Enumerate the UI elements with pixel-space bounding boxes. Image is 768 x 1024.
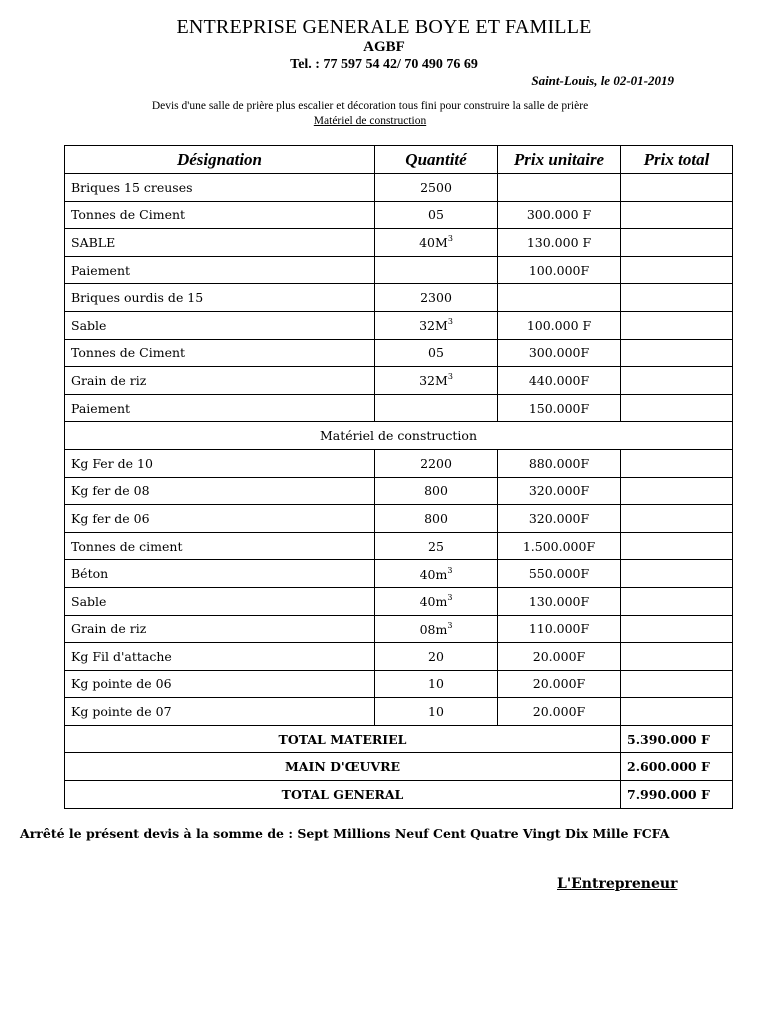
prix-total-cell	[621, 229, 733, 257]
prix-total-cell	[621, 670, 733, 698]
quantite-value: 05	[428, 207, 444, 223]
column-header-quantite: Quantité	[375, 146, 498, 174]
table-row	[65, 367, 733, 395]
unit-exponent: 3	[447, 593, 453, 603]
prix-unitaire-cell: 1.500.000F	[498, 532, 621, 560]
quantite-value: 2200	[420, 455, 452, 471]
prix-unitaire-cell: 320.000F	[498, 477, 621, 505]
prix-unitaire-cell: 100.000 F	[498, 311, 621, 339]
quantite-cell	[375, 367, 498, 395]
quantite-cell	[375, 587, 498, 615]
quantite-cell	[375, 505, 498, 533]
quantite-cell	[375, 643, 498, 671]
prix-total-cell	[621, 256, 733, 284]
prix-unitaire-cell: 20.000F	[498, 670, 621, 698]
prix-total-cell	[621, 174, 733, 202]
quote-subtitle: Matériel de construction	[313, 115, 427, 127]
quantite-cell	[375, 532, 498, 560]
prix-unitaire-cell: 130.000 F	[498, 229, 621, 257]
unit-exponent: 3	[447, 565, 453, 575]
prix-total-cell	[621, 394, 733, 422]
quantite-cell	[375, 229, 498, 257]
prix-total-cell	[621, 311, 733, 339]
designation-cell: Paiement	[65, 394, 375, 422]
unit-exponent: 3	[447, 317, 453, 327]
prix-unitaire-cell: 300.000 F	[498, 201, 621, 229]
table-row	[65, 505, 733, 533]
quantite-value: 10	[428, 676, 444, 692]
designation-cell: Tonnes de ciment	[65, 532, 375, 560]
prix-total-cell	[621, 477, 733, 505]
section-title: Matériel de construction	[65, 422, 733, 450]
table-row	[65, 477, 733, 505]
designation-cell: Sable	[65, 587, 375, 615]
prix-total-cell	[621, 367, 733, 395]
column-header-prix-total: Prix total	[621, 146, 733, 174]
total-label: MAIN D'ŒUVRE	[65, 753, 621, 781]
designation-cell: Paiement	[65, 256, 375, 284]
quote-description: Devis d'une salle de prière plus escalier et décoration tous fini pour construire la salle de prière	[151, 100, 589, 112]
designation-cell: Briques 15 creuses	[65, 174, 375, 202]
quantite-value: 40m	[419, 566, 448, 582]
unit-exponent: 3	[447, 620, 453, 630]
table-row	[65, 698, 733, 726]
table-row	[65, 284, 733, 312]
quantite-value: 2500	[420, 179, 452, 195]
place-date: Saint-Louis, le 02-01-2019	[531, 73, 674, 88]
designation-cell: Grain de riz	[65, 615, 375, 643]
quantite-cell	[375, 670, 498, 698]
total-label: TOTAL GENERAL	[65, 781, 621, 809]
quantite-cell	[375, 284, 498, 312]
company-phone: Tel. : 77 597 54 42/ 70 490 76 69	[290, 57, 478, 72]
quantite-cell	[375, 698, 498, 726]
table-row	[65, 532, 733, 560]
designation-cell: SABLE	[65, 229, 375, 257]
total-value: 5.390.000 F	[621, 725, 733, 753]
table-row	[65, 587, 733, 615]
total-value: 2.600.000 F	[621, 753, 733, 781]
unit-exponent: 3	[447, 234, 453, 244]
table-row	[65, 256, 733, 284]
prix-total-cell	[621, 339, 733, 367]
designation-cell: Kg Fer de 10	[65, 449, 375, 477]
prix-unitaire-cell: 100.000F	[498, 256, 621, 284]
quantite-value: 800	[424, 483, 448, 499]
designation-cell: Kg pointe de 06	[65, 670, 375, 698]
table-row	[65, 201, 733, 229]
designation-cell: Béton	[65, 560, 375, 588]
quantite-cell	[375, 201, 498, 229]
amount-in-words: Arrêté le présent devis à la somme de : Sept Millions Neuf Cent Quatre Vingt Dix Mille FCFA	[20, 826, 670, 841]
unit-exponent: 3	[447, 372, 453, 382]
designation-cell: Kg fer de 06	[65, 505, 375, 533]
company-acronym: AGBF	[363, 39, 405, 55]
prix-unitaire-cell	[498, 284, 621, 312]
table-row	[65, 560, 733, 588]
quantite-value: 25	[428, 538, 444, 554]
prix-unitaire-cell: 110.000F	[498, 615, 621, 643]
prix-unitaire-cell: 20.000F	[498, 698, 621, 726]
prix-unitaire-cell: 320.000F	[498, 505, 621, 533]
designation-cell: Sable	[65, 311, 375, 339]
quantite-cell	[375, 339, 498, 367]
prix-unitaire-cell: 440.000F	[498, 367, 621, 395]
table-row	[65, 174, 733, 202]
prix-total-cell	[621, 284, 733, 312]
quantite-value: 20	[428, 648, 444, 664]
prix-total-cell	[621, 587, 733, 615]
quantite-value: 32M	[419, 373, 448, 389]
quantite-value: 05	[428, 345, 444, 361]
prix-total-cell	[621, 643, 733, 671]
quantite-value: 40m	[419, 594, 448, 610]
prix-unitaire-cell: 880.000F	[498, 449, 621, 477]
designation-cell: Tonnes de Ciment	[65, 339, 375, 367]
quantite-cell	[375, 615, 498, 643]
quantite-cell	[375, 311, 498, 339]
quantite-value: 40M	[419, 235, 448, 251]
company-name: ENTREPRISE GENERALE BOYE ET FAMILLE	[176, 16, 592, 38]
quantite-cell	[375, 394, 498, 422]
quantite-cell	[375, 174, 498, 202]
prix-total-cell	[621, 560, 733, 588]
quantite-value: 32M	[419, 318, 448, 334]
prix-total-cell	[621, 449, 733, 477]
designation-cell: Kg fer de 08	[65, 477, 375, 505]
prix-unitaire-cell	[498, 174, 621, 202]
signature-label: L'Entrepreneur	[557, 876, 678, 892]
quantite-value: 10	[428, 704, 444, 720]
total-label: TOTAL MATERIEL	[65, 725, 621, 753]
prix-total-cell	[621, 698, 733, 726]
total-row	[65, 781, 733, 809]
designation-cell: Kg pointe de 07	[65, 698, 375, 726]
table-row	[65, 339, 733, 367]
table-header-row	[65, 146, 733, 174]
prix-unitaire-cell: 130.000F	[498, 587, 621, 615]
quantite-cell	[375, 449, 498, 477]
column-header-prix-unitaire: Prix unitaire	[498, 146, 621, 174]
table-row	[65, 615, 733, 643]
designation-cell: Tonnes de Ciment	[65, 201, 375, 229]
table-row	[65, 449, 733, 477]
quantite-cell	[375, 560, 498, 588]
table-row	[65, 643, 733, 671]
table-row	[65, 311, 733, 339]
prix-total-cell	[621, 532, 733, 560]
quantite-cell	[375, 256, 498, 284]
designation-cell: Grain de riz	[65, 367, 375, 395]
prix-unitaire-cell: 550.000F	[498, 560, 621, 588]
prix-total-cell	[621, 615, 733, 643]
prix-unitaire-cell: 300.000F	[498, 339, 621, 367]
quantite-value: 08m	[419, 621, 448, 637]
prix-total-cell	[621, 505, 733, 533]
designation-cell: Kg Fil d'attache	[65, 643, 375, 671]
prix-total-cell	[621, 201, 733, 229]
prix-unitaire-cell: 20.000F	[498, 643, 621, 671]
quantite-value: 800	[424, 510, 448, 526]
total-row	[65, 753, 733, 781]
section-title-row	[65, 422, 733, 450]
table-row	[65, 229, 733, 257]
quantite-cell	[375, 477, 498, 505]
table-row	[65, 670, 733, 698]
designation-cell: Briques ourdis de 15	[65, 284, 375, 312]
table-row	[65, 394, 733, 422]
quote-table	[64, 145, 733, 809]
total-row	[65, 725, 733, 753]
column-header-designation: Désignation	[65, 146, 375, 174]
quantite-value: 2300	[420, 290, 452, 306]
prix-unitaire-cell: 150.000F	[498, 394, 621, 422]
total-value: 7.990.000 F	[621, 781, 733, 809]
